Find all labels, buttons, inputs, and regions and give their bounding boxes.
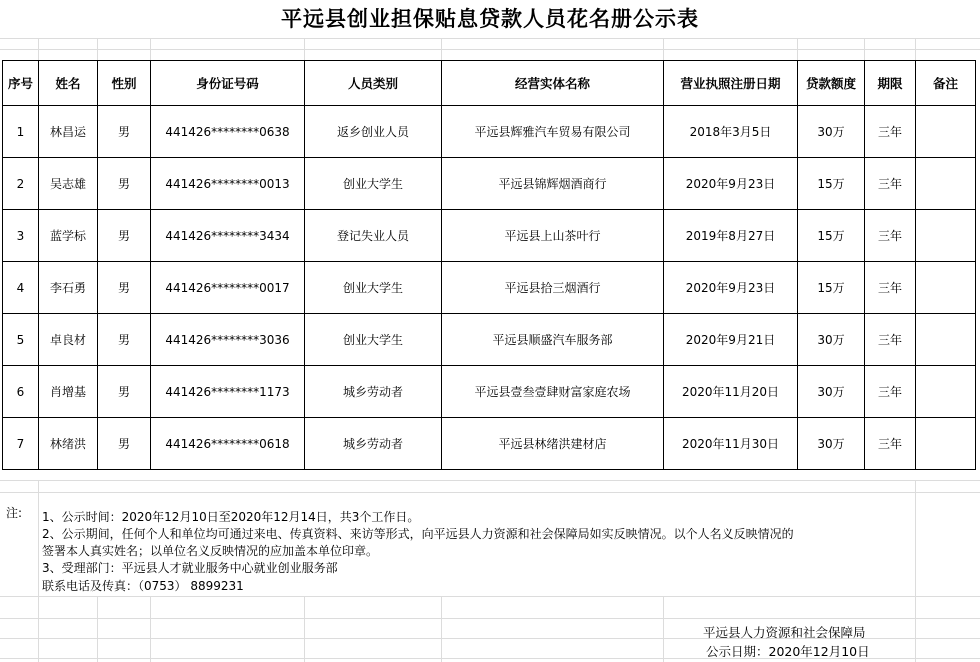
cell-term: 三年 bbox=[865, 106, 916, 158]
cell-id-number: 441426********0013 bbox=[151, 158, 305, 210]
cell-name: 肖增基 bbox=[39, 366, 98, 418]
cell-remarks bbox=[916, 106, 976, 158]
table-row bbox=[3, 158, 976, 210]
header-row bbox=[3, 61, 976, 106]
cell-term: 三年 bbox=[865, 262, 916, 314]
cell-category: 城乡劳动者 bbox=[305, 366, 442, 418]
cell-business-name: 平远县壹叁壹肆财富家庭农场 bbox=[442, 366, 664, 418]
cell-remarks bbox=[916, 314, 976, 366]
header-id-number: 身份证号码 bbox=[151, 61, 305, 106]
cell-category: 创业大学生 bbox=[305, 158, 442, 210]
cell-category: 返乡创业人员 bbox=[305, 106, 442, 158]
cell-gender: 男 bbox=[98, 262, 151, 314]
cell-gender: 男 bbox=[98, 210, 151, 262]
cell-name: 林昌运 bbox=[39, 106, 98, 158]
cell-business-name: 平远县顺盛汽车服务部 bbox=[442, 314, 664, 366]
cell-category: 创业大学生 bbox=[305, 262, 442, 314]
cell-business-name: 平远县辉雅汽车贸易有限公司 bbox=[442, 106, 664, 158]
cell-remarks bbox=[916, 210, 976, 262]
note-line-3: 签署本人真实姓名；以单位名义反映情况的应加盖本单位印章。 bbox=[42, 544, 379, 558]
cell-license-date: 2020年9月21日 bbox=[664, 314, 798, 366]
cell-name: 卓良材 bbox=[39, 314, 98, 366]
cell-business-name: 平远县锦辉烟酒商行 bbox=[442, 158, 664, 210]
cell-license-date: 2020年9月23日 bbox=[664, 262, 798, 314]
roster-table bbox=[2, 60, 976, 470]
cell-loan-amount: 30万 bbox=[798, 366, 865, 418]
cell-license-date: 2020年9月23日 bbox=[664, 158, 798, 210]
header-category: 人员类别 bbox=[305, 61, 442, 106]
header-term: 期限 bbox=[865, 61, 916, 106]
cell-category: 登记失业人员 bbox=[305, 210, 442, 262]
cell-term: 三年 bbox=[865, 158, 916, 210]
cell-remarks bbox=[916, 418, 976, 470]
header-gender: 性别 bbox=[98, 61, 151, 106]
cell-gender: 男 bbox=[98, 158, 151, 210]
cell-business-name: 平远县上山茶叶行 bbox=[442, 210, 664, 262]
note-line-2: 2、公示期间，任何个人和单位均可通过来电、传真资料、来访等形式，向平远县人力资源和社会保障局如实反映情况。以个人名义反映情况的 bbox=[42, 527, 794, 541]
header-remarks: 备注 bbox=[916, 61, 976, 106]
cell-category: 创业大学生 bbox=[305, 314, 442, 366]
cell-loan-amount: 15万 bbox=[798, 210, 865, 262]
footer-org: 平远县人力资源和社会保障局 bbox=[703, 625, 866, 640]
cell-gender: 男 bbox=[98, 314, 151, 366]
table-row bbox=[3, 314, 976, 366]
cell-gender: 男 bbox=[98, 418, 151, 470]
table-row bbox=[3, 366, 976, 418]
note-line-1: 1、公示时间：2020年12月10日至2020年12月14日，共3个工作日。 bbox=[42, 510, 420, 524]
cell-seq: 4 bbox=[3, 262, 39, 314]
table-row bbox=[3, 262, 976, 314]
cell-loan-amount: 30万 bbox=[798, 314, 865, 366]
cell-term: 三年 bbox=[865, 418, 916, 470]
cell-loan-amount: 15万 bbox=[798, 158, 865, 210]
cell-business-name: 平远县拾三烟酒行 bbox=[442, 262, 664, 314]
cell-remarks bbox=[916, 158, 976, 210]
cell-business-name: 平远县林绪洪建材店 bbox=[442, 418, 664, 470]
cell-seq: 3 bbox=[3, 210, 39, 262]
cell-term: 三年 bbox=[865, 210, 916, 262]
cell-name: 蓝学标 bbox=[39, 210, 98, 262]
cell-id-number: 441426********0017 bbox=[151, 262, 305, 314]
cell-category: 城乡劳动者 bbox=[305, 418, 442, 470]
page-title: 平远县创业担保贴息贷款人员花名册公示表 bbox=[281, 7, 699, 31]
notes-label: 注: bbox=[6, 506, 23, 520]
cell-loan-amount: 15万 bbox=[798, 262, 865, 314]
cell-license-date: 2018年3月5日 bbox=[664, 106, 798, 158]
cell-term: 三年 bbox=[865, 314, 916, 366]
header-seq: 序号 bbox=[3, 61, 39, 106]
cell-license-date: 2020年11月30日 bbox=[664, 418, 798, 470]
cell-id-number: 441426********3434 bbox=[151, 210, 305, 262]
cell-term: 三年 bbox=[865, 366, 916, 418]
cell-loan-amount: 30万 bbox=[798, 106, 865, 158]
cell-name: 李石勇 bbox=[39, 262, 98, 314]
cell-seq: 2 bbox=[3, 158, 39, 210]
cell-remarks bbox=[916, 366, 976, 418]
cell-name: 林绪洪 bbox=[39, 418, 98, 470]
cell-gender: 男 bbox=[98, 106, 151, 158]
table-row bbox=[3, 210, 976, 262]
header-license-date: 营业执照注册日期 bbox=[664, 61, 798, 106]
note-line-4: 3、受理部门：平远县人才就业服务中心就业创业服务部 bbox=[42, 561, 338, 575]
cell-name: 吴志雄 bbox=[39, 158, 98, 210]
header-loan-amount: 贷款额度 bbox=[798, 61, 865, 106]
cell-seq: 7 bbox=[3, 418, 39, 470]
header-name: 姓名 bbox=[39, 61, 98, 106]
note-line-5: 联系电话及传真：（0753） 8899231 bbox=[42, 579, 244, 593]
table-row bbox=[3, 106, 976, 158]
cell-license-date: 2019年8月27日 bbox=[664, 210, 798, 262]
cell-seq: 6 bbox=[3, 366, 39, 418]
cell-seq: 1 bbox=[3, 106, 39, 158]
cell-id-number: 441426********0638 bbox=[151, 106, 305, 158]
cell-id-number: 441426********1173 bbox=[151, 366, 305, 418]
cell-remarks bbox=[916, 262, 976, 314]
footer-date: 公示日期：2020年12月10日 bbox=[706, 644, 870, 659]
cell-seq: 5 bbox=[3, 314, 39, 366]
cell-id-number: 441426********0618 bbox=[151, 418, 305, 470]
cell-loan-amount: 30万 bbox=[798, 418, 865, 470]
cell-id-number: 441426********3036 bbox=[151, 314, 305, 366]
cell-license-date: 2020年11月20日 bbox=[664, 366, 798, 418]
table-row bbox=[3, 418, 976, 470]
header-business-name: 经营实体名称 bbox=[442, 61, 664, 106]
cell-gender: 男 bbox=[98, 366, 151, 418]
